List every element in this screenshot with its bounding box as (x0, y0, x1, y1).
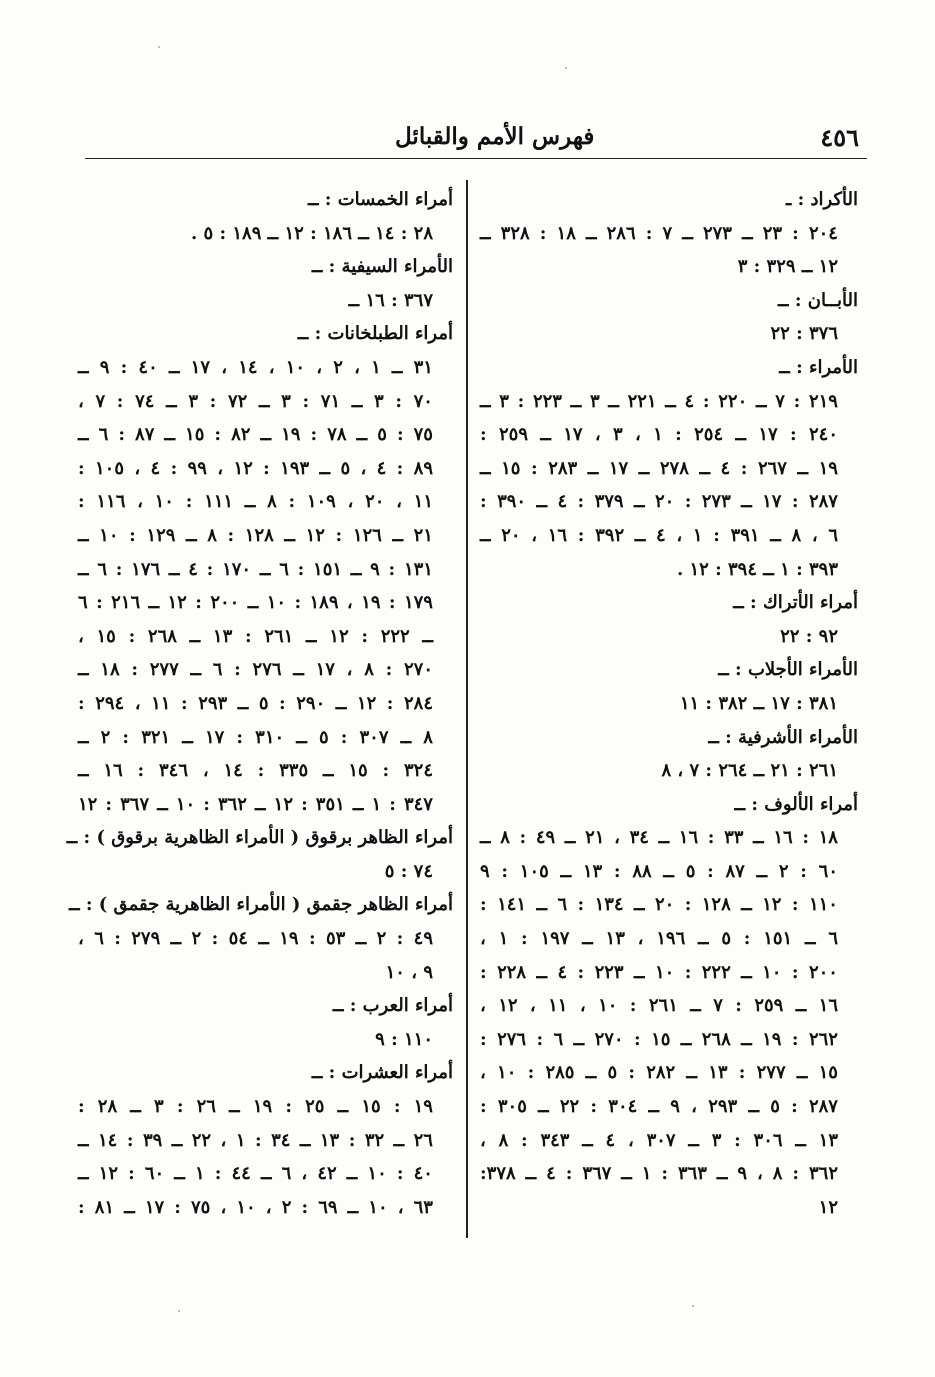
index-reference-line: ١٢ ــ ٣٢٩ : ٣ (737, 256, 838, 278)
index-reference-line: ٣٨١ : ١٧ ــ ٣٨٢ : ١١ (679, 692, 838, 714)
index-reference-line: ١٥ ــ ٢٧٧ : ١٣ ــ ٢٨٢ : ٥ ــ ٢٨٥ : ١٠ ، (480, 1062, 838, 1084)
index-reference-line: ٢١٩ : ٧ ــ ٢٢٠ : ٤ ــ ٢٢١ ــ ٣ ــ ٢٢٣ : ٣ ــ (480, 390, 838, 412)
column-divider (466, 180, 468, 1238)
index-reference-line: ٣٦٧ : ١٦ ــ (348, 289, 433, 311)
index-heading: أمراء العرب : ــ (332, 995, 453, 1017)
index-heading: الأمراء : ــ (779, 356, 858, 378)
index-reference-line: ٣١ ــ ١ ، ٢ ، ١٠ ، ١٤ ، ١٧ ــ ٤٠ : ٩ ــ (78, 356, 433, 378)
index-reference-line: ٤٠ : ١٠ ــ ٤٢ ، ٦ ــ ٤٤ : ١ ــ ٦٠ : ١٢ ــ (78, 1163, 433, 1185)
index-reference-line: ٣٩٣ : ١ ــ ٣٩٤ : ١٢ . (676, 558, 838, 580)
index-reference-line: ٧٥ : ٥ ــ ٧٨ : ١٩ ــ ٨٢ : ١٥ ــ ٨٧ : ٦ ــ (78, 424, 433, 446)
index-heading: أمراء الألوف : ــ (734, 793, 858, 815)
index-reference-line: ١٩ ــ ٢٦٧ : ٤ ــ ٢٧٨ ــ ١٧ ــ ٢٨٣ : ١٥ ــ (480, 457, 838, 479)
index-reference-line: ١٢ (818, 1196, 838, 1218)
scan-speck (565, 67, 567, 69)
index-reference-line: ٩٢ : ٢٢ (780, 625, 838, 647)
page-header (85, 120, 867, 159)
index-reference-line: ٦ ، ٨ ــ ٣٩١ : ١ ، ٤ ــ ٣٩٢ : ١٦ ، ٢٠ ــ (480, 524, 838, 546)
index-reference-line: ٦٠ : ٢ ــ ٨٧ : ٥ ــ ٨٨ : ١٣ ــ ١٠٥ : ٩ (480, 860, 838, 882)
index-heading: الأمراء الأجلاب : ــ (718, 659, 858, 681)
index-reference-line: ٧٠ : ٣ ــ ٧١ : ٣ ــ ٧٢ : ٣ ــ ٧٤ : ٧ ، (78, 390, 433, 412)
index-reference-line: ٢٤٠ : ١٧ ــ ٢٥٤ : ١ ، ٣ ، ١٧ ــ ٢٥٩ : (480, 424, 838, 446)
index-reference-line: ١٨ : ١٦ ــ ٣٣ : ١٦ ــ ٣٤ ، ٢١ ــ ٤٩ : ٨ ــ (480, 827, 838, 849)
index-reference-line: ٨ ــ ٣٠٧ : ٥ ــ ٣١٠ : ١٧ ــ ٣٢١ : ٢ ــ (78, 726, 433, 748)
index-reference-line: ١٧٩ : ١٩ ، ١٨٩ : ١٠ ــ ٢٠٠ : ١٢ ــ ٢١٦ : ٦ (78, 592, 433, 614)
index-reference-line: ٢٨٧ : ١٧ ــ ٢٧٣ : ٢٠ ــ ٣٧٩ : ٤ ــ ٣٩٠ : (480, 491, 838, 513)
index-column-right (480, 183, 858, 1224)
index-reference-line: ١٣ ــ ٣٠٦ : ٣ ــ ٣٠٧ ، ٤ ــ ٣٤٣ : ٨ ، (480, 1129, 838, 1151)
index-reference-line: ٦٣ ، ١٠ ــ ٦٩ : ٢ ، ١٠ ، ٧٥ : ١٧ ــ ٨١ : (78, 1196, 433, 1218)
index-reference-line: ــ ٢٢٢ : ١٢ ــ ٢٦١ : ١٣ ــ ٢٦٨ : ١٥ ، (78, 625, 433, 647)
index-reference-line: ٢٨٤ : ١٢ ــ ٢٩٠ : ٥ ــ ٢٩٣ : ١١ ، ٢٩٤ : (78, 692, 433, 714)
scan-speck (692, 1305, 694, 1307)
index-reference-line: ٢٦٢ : ١٩ ــ ٢٦٨ ــ ١٥ : ٢٧٠ ــ ٦ : ٢٧٦ : (480, 1028, 838, 1050)
index-reference-line: ٢٠٤ : ٢٣ ــ ٢٧٣ ــ ٧ : ٢٨٦ ــ ١٨ : ٣٢٨ ــ (480, 222, 838, 244)
index-reference-line: ٩ ، ١٠ (385, 961, 433, 983)
index-reference-line: ٨٩ : ٤ ، ٥ ــ ١٩٣ : ١٢ ، ٩٩ : ٤ ، ١٠٥ : (78, 457, 434, 479)
index-heading: أمراء الطبلخانات : ــ (297, 323, 453, 345)
index-reference-line: ٦ ــ ١٥١ : ٥ ــ ١٩٦ ، ١٣ ــ ١٩٧ : ١ ، (480, 928, 838, 950)
index-reference-line: ٣٦٢ : ٨ ، ٩ ــ ٣٦٣ : ١ ــ ٣٦٧ : ٤ ــ ٣٧٨: (480, 1163, 838, 1185)
index-heading: الأمراء السيفية : ــ (311, 256, 453, 278)
index-heading: الأبــان : ــ (778, 289, 858, 311)
scan-speck (178, 1310, 180, 1312)
index-reference-line: ٣٤٧ : ١ ــ ٣٥١ : ١٢ ــ ٣٦٢ : ١٠ ــ ٣٦٧ : ١٢ (78, 793, 433, 815)
index-reference-line: ٢٠٠ : ١٠ ــ ٢٢٢ : ١٠ ــ ٢٢٣ : ٤ ــ ٢٢٨ : (480, 961, 838, 983)
index-reference-line: ١٩ : ١٥ ــ ٢٥ : ١٩ ــ ٢٦ : ٣ ــ ٢٨ : (78, 1096, 433, 1118)
index-reference-line: ١٣١ : ٩ ــ ١٥١ : ٦ ــ ١٧٠ : ٤ ــ ١٧٦ : ٦ ــ (78, 558, 433, 580)
index-reference-line: ١١٠ : ١٢ ــ ١٢٨ : ٢٠ ــ ١٣٤ : ٦ ــ ١٤١ : (480, 894, 838, 916)
index-reference-line: ٢٧٠ : ٨ ، ١٧ ــ ٢٧٦ : ٦ ــ ٢٧٧ : ١٨ ــ (78, 659, 433, 681)
index-reference-line: ١١ ، ٢٠ ، ١٠٩ : ٨ ــ ١١١ : ١٠ ، ١١٦ : (78, 491, 434, 513)
index-reference-line: ٢٨ : ١٤ ــ ١٨٦ : ١٢ ــ ١٨٩ : ٥ . (190, 222, 433, 244)
index-reference-line: ٢٦ ــ ٣٢ : ١٣ ــ ٣٤ : ١ ، ٢٢ ــ ٣٩ : ١٤ ــ (78, 1129, 433, 1151)
index-reference-line: ٧٤ : ٥ (384, 860, 433, 882)
index-reference-line: ٤٩ : ٢ ــ ٥٣ : ١٩ ــ ٥٤ : ٢ ــ ٢٧٩ : ٦ ، (78, 928, 433, 950)
index-heading: أمراء العشرات : ــ (311, 1062, 453, 1084)
index-heading: أمراء الخمسات : ــ (307, 189, 453, 210)
index-reference-line: ١٦ ــ ٢٥٩ : ٧ ــ ٢٦١ : ١٠ ، ١١ ، ١٢ ، (480, 995, 838, 1017)
index-reference-line: ٢٦١ : ٢١ ــ ٢٦٤ : ٧ ، ٨ (661, 760, 838, 782)
page-number: ٤٥٦ (820, 123, 859, 152)
index-heading: أمراء الظاهر جقمق ( الأمراء الظاهرية جقمق ) : ــ (69, 894, 453, 916)
index-heading: الأمراء الأشرفية : ــ (708, 726, 858, 748)
index-reference-line: ٣٧٦ : ٢٢ (770, 323, 838, 345)
index-reference-line: ٢٨٧ : ٥ ــ ٢٩٣ ، ٩ ــ ٣٠٤ : ٢٢ ــ ٣٠٥ : (480, 1096, 838, 1118)
index-reference-line: ١١٠ : ٩ (375, 1028, 433, 1050)
scan-speck (158, 46, 160, 48)
index-reference-line: ٣٢٤ : ١٥ ــ ٣٣٥ : ١٤ ، ٣٤٦ : ١٦ ــ (78, 760, 433, 782)
index-heading: الأكراد : ـ (786, 189, 858, 210)
index-column-left (66, 183, 453, 1224)
running-title: فهرس الأمم والقبائل (395, 123, 595, 150)
index-reference-line: ٢١ ــ ١٢٦ : ١٢ ــ ١٢٨ : ٨ ــ ١٢٩ : ١٠ ــ (78, 524, 433, 546)
index-heading: أمراء الظاهر برقوق ( الأمراء الظاهرية برقوق ) : ــ (66, 827, 453, 849)
index-heading: أمراء الأتراك : ــ (733, 592, 858, 614)
